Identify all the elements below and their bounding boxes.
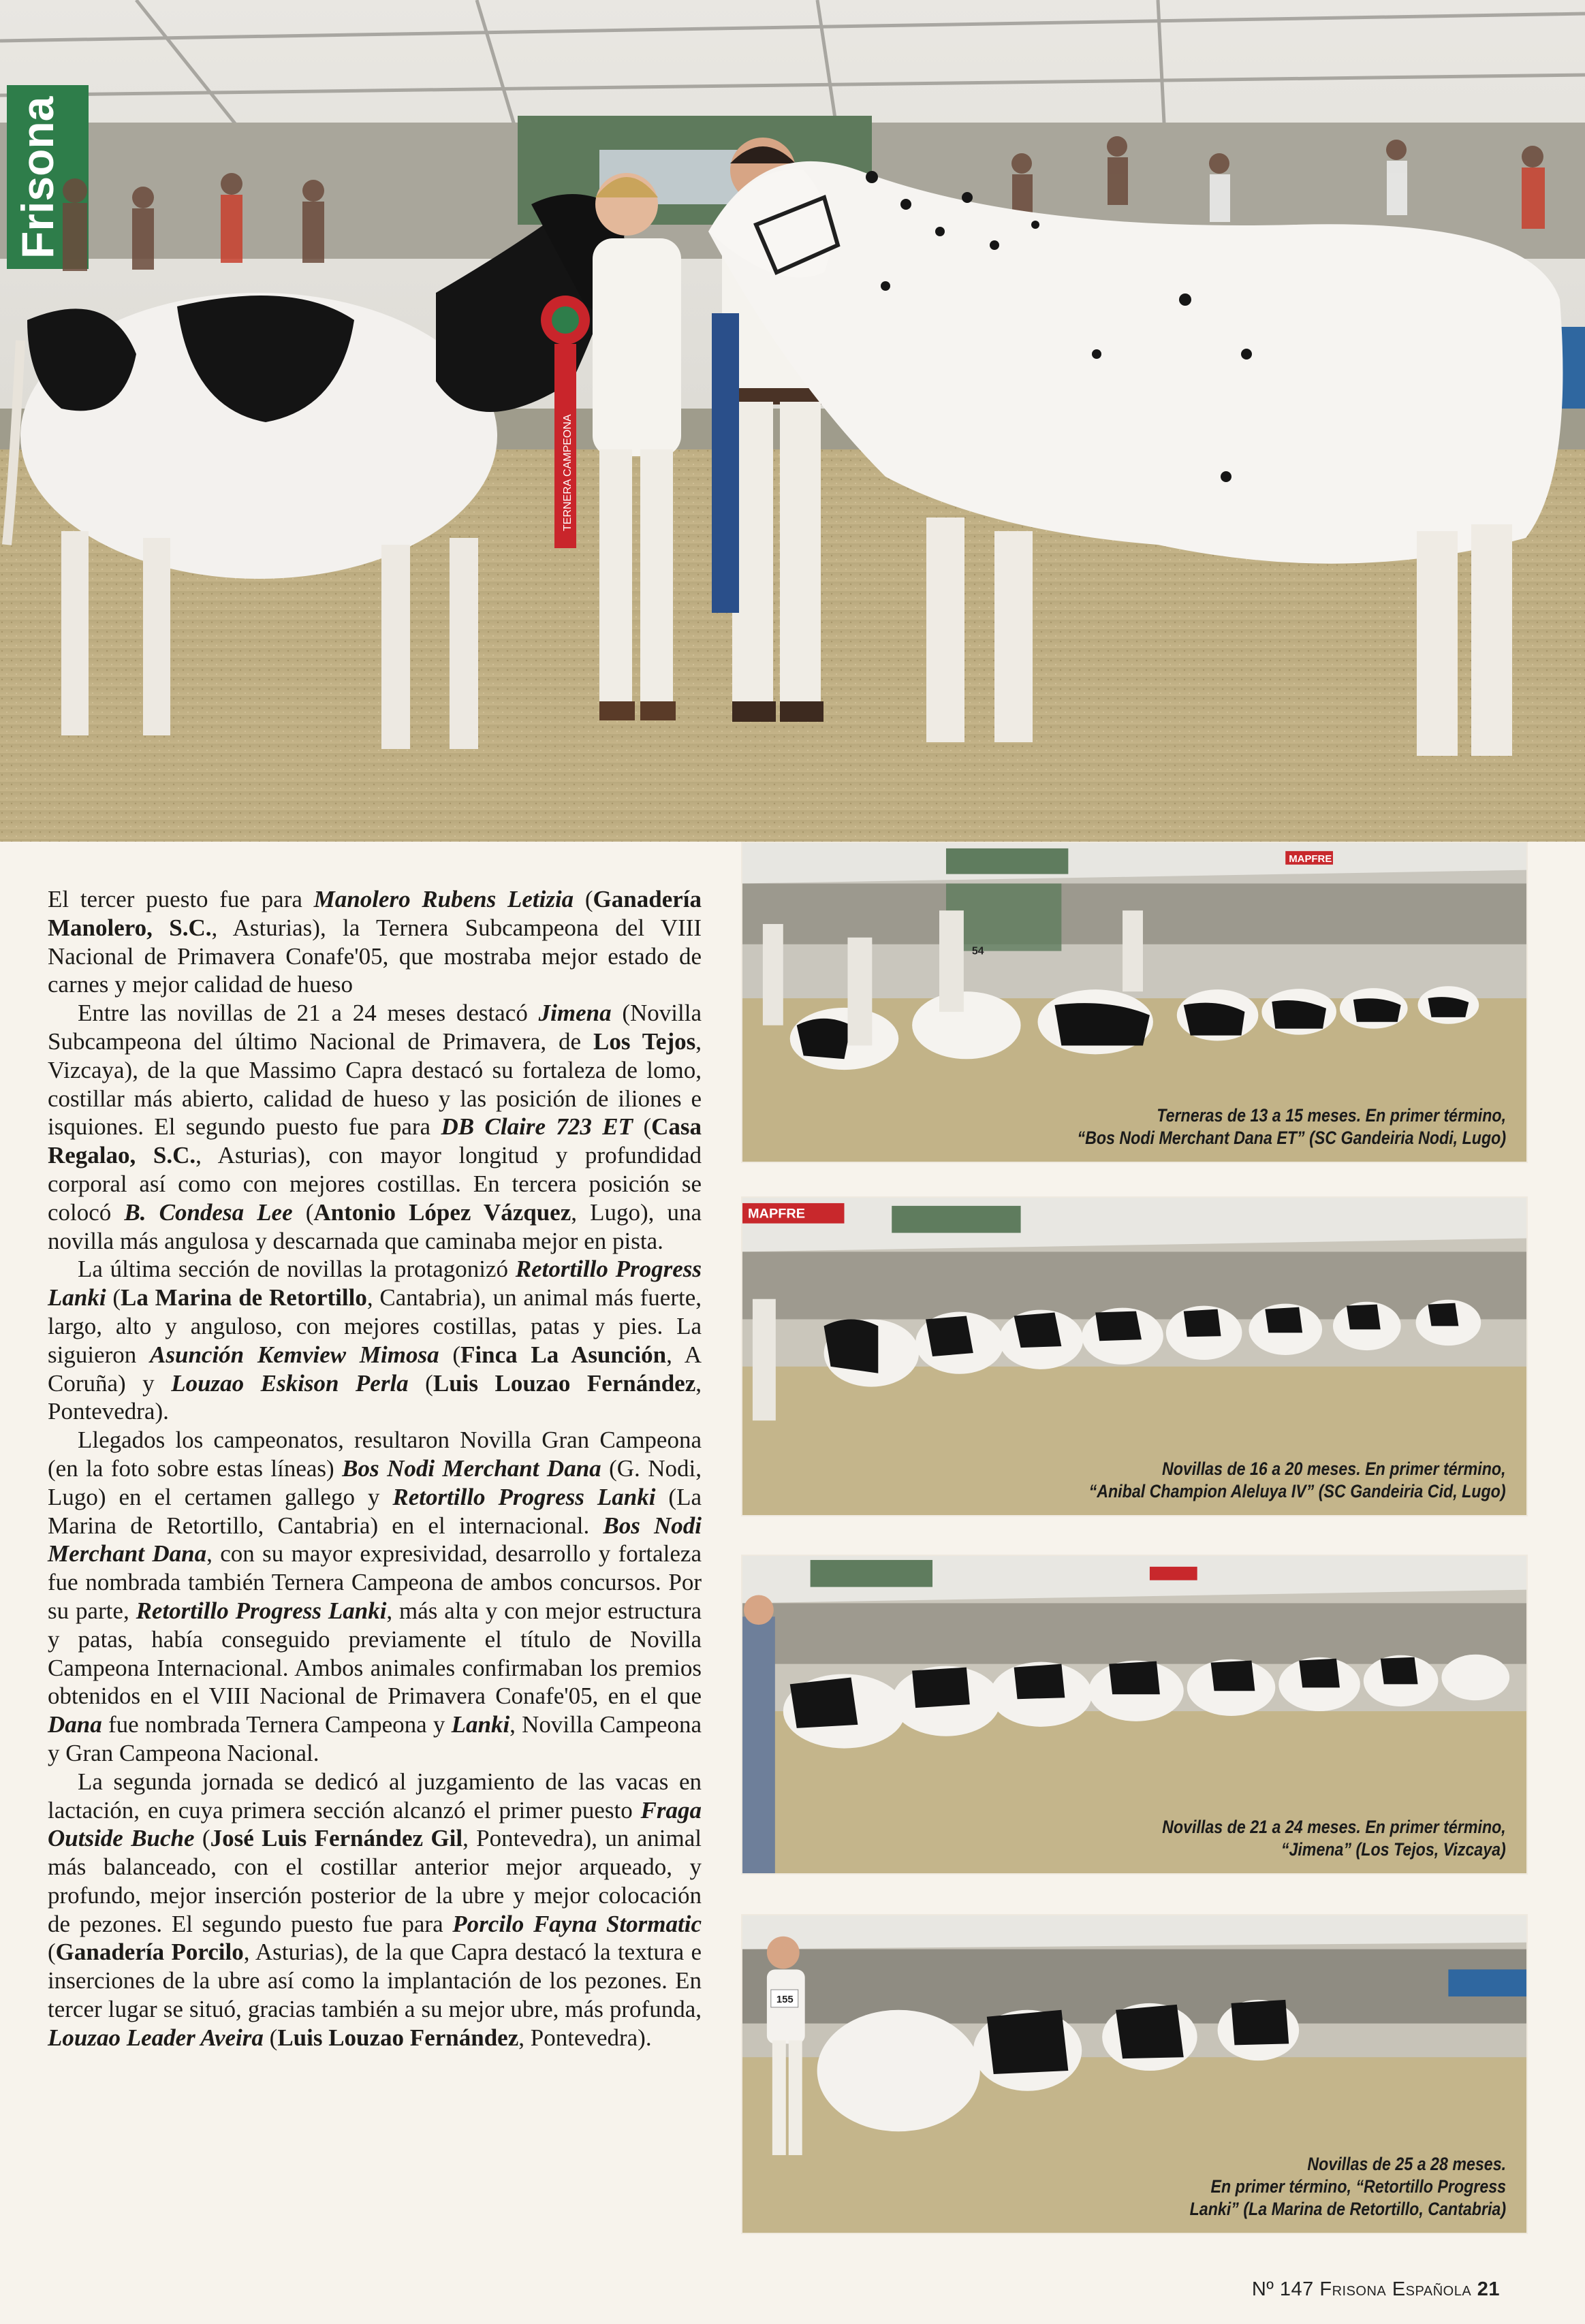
page-number: 21 xyxy=(1477,2278,1500,2300)
article-paragraph-3 xyxy=(48,1255,702,1426)
article-text: , Pontevedra). xyxy=(518,2024,652,2051)
article-text: La última sección de novillas la protagonizó xyxy=(78,1256,516,1283)
rosette-text: TERNERA CAMPEONA xyxy=(562,414,574,531)
article-text: , Asturias), de la que Capra destacó la textura e inserciones de la ubre así como la implantación de los pezones. En tercer lugar se situó, gracias también a su mejor ubre, más profunda, xyxy=(48,1939,702,2023)
article-text: ( xyxy=(408,1369,433,1397)
article-text: ( xyxy=(574,886,593,912)
article-text: ( xyxy=(106,1284,121,1311)
article-text: ( xyxy=(263,2024,278,2051)
animal-name: Fraga Outside Buche xyxy=(48,1796,702,1852)
banner-text: Frisona xyxy=(12,96,63,259)
hero-photo-illustration xyxy=(0,0,1585,859)
breeder-name: Antonio López Vázquez xyxy=(313,1198,571,1226)
animal-name: Asunción Kemview Mimosa xyxy=(150,1341,439,1368)
breeder-name: Finca La Asunción xyxy=(460,1341,667,1368)
caption-terneras xyxy=(1077,1104,1506,1149)
photo-terneras-13-15 xyxy=(741,842,1528,1163)
caption-novillas-16-20 xyxy=(1089,1458,1506,1503)
mapfre-sign: MAPFRE xyxy=(747,1206,806,1222)
animal-name: B. Condesa Lee xyxy=(124,1198,293,1226)
article-text: , A Coruña) y xyxy=(48,1341,702,1397)
article-text: , Lugo), una novilla más angulosa y descarnada que caminaba mejor en pista. xyxy=(48,1198,702,1254)
breeder-name: Luis Louzao Fernández xyxy=(433,1369,696,1397)
hero-photo xyxy=(0,0,1585,859)
article-paragraph-5 xyxy=(48,1768,702,2052)
article-text: , más alta y con mejor estructura y patas, había conseguido previamente el título de Novilla Campeona Internacional. Ambos animales confirmaban los premios obtenidos en el VIII Nacional de Primavera Conafe'05, en el que xyxy=(48,1597,702,1710)
animal-name: Retortillo Progress Lanki xyxy=(136,1597,387,1624)
mapfre-sign: MAPFRE xyxy=(1289,853,1332,865)
animal-name: Retortillo Progress Lanki xyxy=(48,1256,702,1311)
issue-number: Nº 147 xyxy=(1251,2278,1314,2300)
animal-name: Bos Nodi Merchant Dana xyxy=(342,1454,601,1482)
caption-novillas-25-28 xyxy=(1190,2153,1506,2220)
article-text: ( xyxy=(48,1939,56,1966)
breeder-name: La Marina de Retortillo xyxy=(121,1284,367,1311)
animal-name: DB Claire 723 ET xyxy=(441,1113,633,1141)
caption-line: Novillas de 21 a 24 meses. En primer término, xyxy=(1162,1817,1506,1837)
article-text: El tercer puesto fue para xyxy=(48,886,314,912)
article-text: Llegados los campeonatos, resultaron Novilla Gran Campeona (en la foto sobre estas líneas) xyxy=(48,1427,702,1482)
article-text: (G. Nodi, Lugo) en el certamen gallego y xyxy=(48,1454,702,1510)
article-text: , Vizcaya), de la que Massimo Capra destacó su fortaleza de lomo, costillar más abierto, calidad de hueso y las posición de iliones e isquiones. El segundo puesto fue para xyxy=(48,1028,702,1141)
number-155: 155 xyxy=(776,1994,794,2005)
article-text: (La Marina de Retortillo, Cantabria) en el internacional. xyxy=(48,1483,702,1539)
article-text: , Cantabria), un animal más fuerte, largo, alto y anguloso, con mejores costillas, patas y pies. La siguieron xyxy=(48,1284,702,1368)
article-text: ( xyxy=(439,1341,461,1368)
article-text: , Pontevedra), un animal más balanceado, con el costillar anterior mejor arqueado, y profundo, mejor inserción posterior de la ubre y mejor colocación de pezones. El segundo puesto fue para xyxy=(48,1825,702,1937)
article-paragraph-4 xyxy=(48,1426,702,1768)
animal-name: Manolero Rubens Letizia xyxy=(313,886,574,912)
caption-line: “Bos Nodi Merchant Dana ET” (SC Gandeiria Nodi, Lugo) xyxy=(1077,1128,1506,1148)
article-text: , Novilla Campeona y Gran Campeona Nacional. xyxy=(48,1711,702,1766)
article-paragraph-1 xyxy=(48,885,702,999)
caption-line: Novillas de 25 a 28 meses. xyxy=(1307,2154,1506,2174)
article-text: La segunda jornada se dedicó al juzgamiento de las vacas en lactación, en cuya primera sección alcanzó el primer puesto xyxy=(48,1768,702,1824)
article-text: fue nombrada Ternera Campeona y xyxy=(101,1711,452,1738)
article-text: ( xyxy=(633,1113,652,1141)
article-paragraph-2 xyxy=(48,999,702,1255)
breeder-name: Casa Regalao, S.C. xyxy=(48,1113,702,1169)
caption-line: Novillas de 16 a 20 meses. En primer término, xyxy=(1162,1459,1506,1479)
caption-novillas-21-24 xyxy=(1162,1816,1506,1861)
caption-line: “Anibal Champion Aleluya IV” (SC Gandeiria Cid, Lugo) xyxy=(1089,1481,1506,1501)
caption-line: “Jimena” (Los Tejos, Vizcaya) xyxy=(1281,1839,1506,1860)
breeder-name: Los Tejos xyxy=(593,1028,696,1055)
animal-name: Retortillo Progress Lanki xyxy=(392,1483,656,1510)
animal-name: Louzao Leader Aveira xyxy=(48,2024,264,2051)
page-footer xyxy=(1252,2278,1500,2301)
breeder-name: Luis Louzao Fernández xyxy=(277,2024,519,2051)
caption-line: Lanki” (La Marina de Retortillo, Cantabria) xyxy=(1189,2199,1506,2219)
photo-novillas-21-24 xyxy=(741,1555,1528,1875)
article-text: ( xyxy=(194,1825,210,1852)
number-54: 54 xyxy=(971,945,984,957)
article-text: Entre las novillas de 21 a 24 meses destacó xyxy=(78,1000,539,1027)
animal-name: Porcilo Fayna Stormatic xyxy=(452,1910,702,1937)
animal-name: Dana xyxy=(48,1711,102,1738)
animal-name: Jimena xyxy=(538,1000,612,1027)
article-text: (Novilla Subcampeona del último Nacional de Primavera, de xyxy=(48,1000,702,1055)
animal-name: Lanki xyxy=(451,1711,510,1738)
article-body xyxy=(48,885,702,2052)
article-text: , Pontevedra). xyxy=(48,1369,702,1425)
caption-line: En primer término, “Retortillo Progress xyxy=(1210,2176,1506,2197)
photo-novillas-16-20 xyxy=(741,1196,1528,1516)
article-text: , Asturias), con mayor longitud y profundidad corporal así como con mejores costillas. En tercera posición se colocó xyxy=(48,1142,702,1226)
caption-line: Terneras de 13 a 15 meses. En primer término, xyxy=(1157,1105,1506,1126)
article-text: , con su mayor expresividad, desarrollo y fortaleza fue nombrada también Ternera Campeona de ambos concursos. Por su parte, xyxy=(48,1540,702,1624)
breeder-name: José Luis Fernández Gil xyxy=(210,1825,463,1852)
animal-name: Bos Nodi Merchant Dana xyxy=(48,1512,702,1567)
article-text: , Asturias), la Ternera Subcampeona del VIII Nacional de Primavera Conafe'05, que mostraba mejor estado de carnes y mejor calidad de hueso xyxy=(48,914,702,998)
magazine-name: Frisona Española xyxy=(1319,2278,1472,2300)
animal-name: Louzao Eskison Perla xyxy=(171,1369,409,1397)
article-text: ( xyxy=(292,1198,314,1226)
breeder-name: Ganadería Manolero, S.C. xyxy=(48,886,702,941)
photo-novillas-25-28 xyxy=(741,1914,1528,2234)
breeder-name: Ganadería Porcilo xyxy=(55,1939,244,1966)
